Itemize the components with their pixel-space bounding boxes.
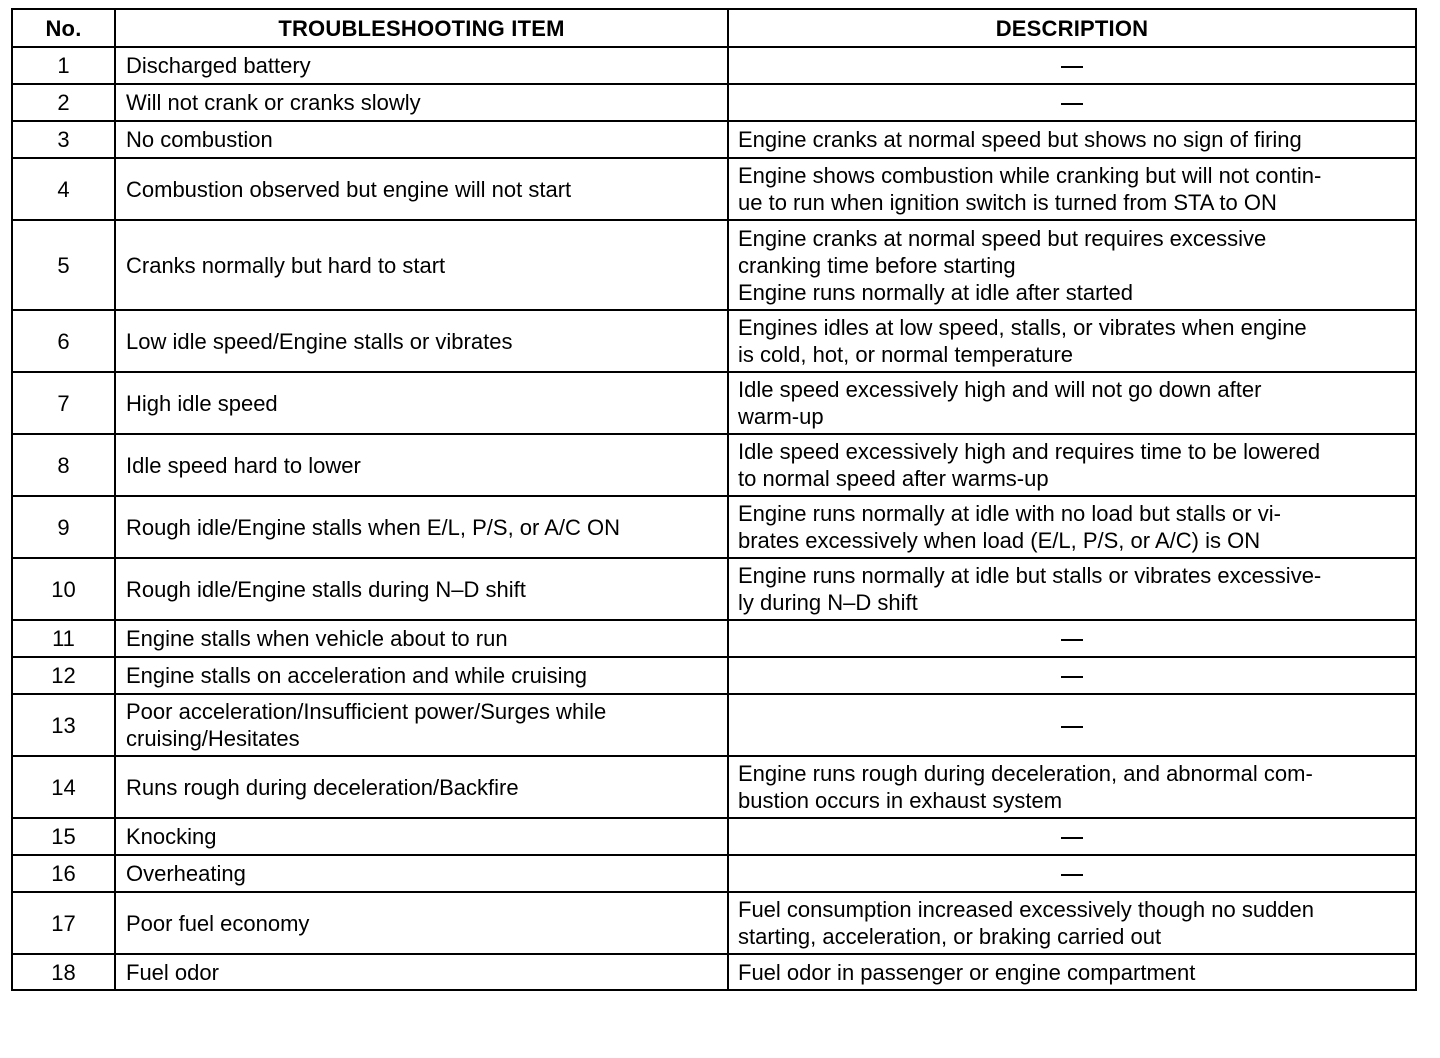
description-line: cranking time before starting [738,252,1016,278]
table-row [12,892,1416,954]
table-row [12,620,1416,657]
description-line: bustion occurs in exhaust system [738,788,1063,813]
dash-mark [1061,837,1083,839]
troubleshooting-item [115,158,728,220]
description-line: Engines idles at low speed, stalls, or vibrates when engine [738,315,1307,340]
description-line: warm-up [738,404,824,429]
item-line: Cranks normally but hard to start [126,252,446,278]
description-line: Fuel odor in passenger or engine compartment [738,959,1196,985]
table-row [12,84,1416,121]
description [728,434,1416,496]
troubleshooting-item [115,434,728,496]
description-line: Engine runs normally at idle with no load but stalls or vi- [738,501,1281,526]
row-number: 10 [12,558,115,620]
description [728,310,1416,372]
dash-mark [1061,66,1083,68]
description-line: Engine runs normally at idle after started [738,279,1133,305]
description-line: Engine cranks at normal speed but requires excessive [738,225,1267,251]
item-line: High idle speed [126,390,278,416]
row-number: 6 [12,310,115,372]
row-number: 11 [12,620,115,657]
troubleshooting-item [115,818,728,855]
table-row [12,121,1416,158]
row-number: 16 [12,855,115,892]
item-line: Will not crank or cranks slowly [126,90,421,115]
description-line: starting, acceleration, or braking carried out [738,924,1162,949]
item-line: Poor acceleration/Insufficient power/Surges while [126,699,607,724]
troubleshooting-item [115,892,728,954]
description [728,558,1416,620]
table-row [12,434,1416,496]
description-empty [728,694,1416,756]
description-empty [728,855,1416,892]
description-line: is cold, hot, or normal temperature [738,342,1074,367]
troubleshooting-item [115,756,728,818]
row-number: 7 [12,372,115,434]
item-line: cruising/Hesitates [126,726,300,751]
row-number: 14 [12,756,115,818]
table-row [12,855,1416,892]
item-line: Knocking [126,824,217,849]
row-number: 1 [12,47,115,84]
item-line: Low idle speed/Engine stalls or vibrates [126,328,513,354]
description-line: ue to run when ignition switch is turned from STA to ON [738,190,1277,215]
table-body [12,47,1416,990]
description-line: brates excessively when load (E/L, P/S, or A/C) is ON [738,528,1261,553]
item-line: Engine stalls on acceleration and while cruising [126,663,588,688]
troubleshooting-item [115,372,728,434]
table-row [12,818,1416,855]
item-line: Fuel odor [126,959,219,985]
table-row [12,756,1416,818]
item-line: Poor fuel economy [126,910,310,936]
item-line: Idle speed hard to lower [126,452,361,478]
row-number: 12 [12,657,115,694]
description-line: ly during N–D shift [738,590,918,615]
row-number: 3 [12,121,115,158]
item-line: Runs rough during deceleration/Backfire [126,774,519,800]
dash-mark [1061,726,1083,728]
description-empty [728,818,1416,855]
description-empty [728,84,1416,121]
description-empty [728,657,1416,694]
header-no: No. [12,9,115,47]
table-row [12,954,1416,990]
troubleshooting-item [115,310,728,372]
troubleshooting-item [115,47,728,84]
dash-mark [1061,874,1083,876]
table-row [12,310,1416,372]
item-line: Combustion observed but engine will not start [126,176,572,202]
troubleshooting-item [115,855,728,892]
table-row [12,158,1416,220]
row-number: 8 [12,434,115,496]
dash-mark [1061,639,1083,641]
row-number: 2 [12,84,115,121]
item-line: Rough idle/Engine stalls when E/L, P/S, or A/C ON [126,514,621,540]
troubleshooting-item [115,657,728,694]
description-line: Idle speed excessively high and requires time to be lowered [738,439,1321,464]
troubleshooting-item [115,121,728,158]
item-line: Discharged battery [126,53,311,78]
item-line: Engine stalls when vehicle about to run [126,626,508,651]
troubleshooting-item [115,558,728,620]
dash-mark [1061,676,1083,678]
troubleshooting-item [115,620,728,657]
description [728,121,1416,158]
description [728,954,1416,990]
description [728,892,1416,954]
table-row [12,558,1416,620]
description-line: to normal speed after warms-up [738,466,1049,491]
description [728,158,1416,220]
troubleshooting-item [115,220,728,310]
description-empty [728,47,1416,84]
dash-mark [1061,103,1083,105]
troubleshooting-item [115,954,728,990]
troubleshooting-item [115,496,728,558]
table-row [12,220,1416,310]
item-line: Overheating [126,861,246,886]
description-line: Engine shows combustion while cranking but will not contin- [738,163,1322,188]
description-empty [728,620,1416,657]
troubleshooting-item [115,694,728,756]
header-row [12,9,1416,47]
description [728,220,1416,310]
row-number: 15 [12,818,115,855]
description [728,372,1416,434]
row-number: 5 [12,220,115,310]
troubleshooting-item [115,84,728,121]
header-troubleshooting-item: TROUBLESHOOTING ITEM [115,9,728,47]
description [728,496,1416,558]
description-line: Engine runs rough during deceleration, and abnormal com- [738,761,1313,786]
header-description: DESCRIPTION [728,9,1416,47]
row-number: 18 [12,954,115,990]
description [728,756,1416,818]
row-number: 9 [12,496,115,558]
row-number: 4 [12,158,115,220]
troubleshooting-table [11,8,1417,991]
description-line: Fuel consumption increased excessively though no sudden [738,897,1315,922]
item-line: No combustion [126,127,273,152]
table-row [12,372,1416,434]
table-row [12,694,1416,756]
item-line: Rough idle/Engine stalls during N–D shift [126,576,526,602]
table-row [12,47,1416,84]
table-row [12,496,1416,558]
row-number: 17 [12,892,115,954]
description-line: Engine runs normally at idle but stalls or vibrates excessive- [738,563,1322,588]
table-row [12,657,1416,694]
row-number: 13 [12,694,115,756]
description-line: Engine cranks at normal speed but shows no sign of firing [738,127,1302,152]
description-line: Idle speed excessively high and will not go down after [738,377,1262,402]
